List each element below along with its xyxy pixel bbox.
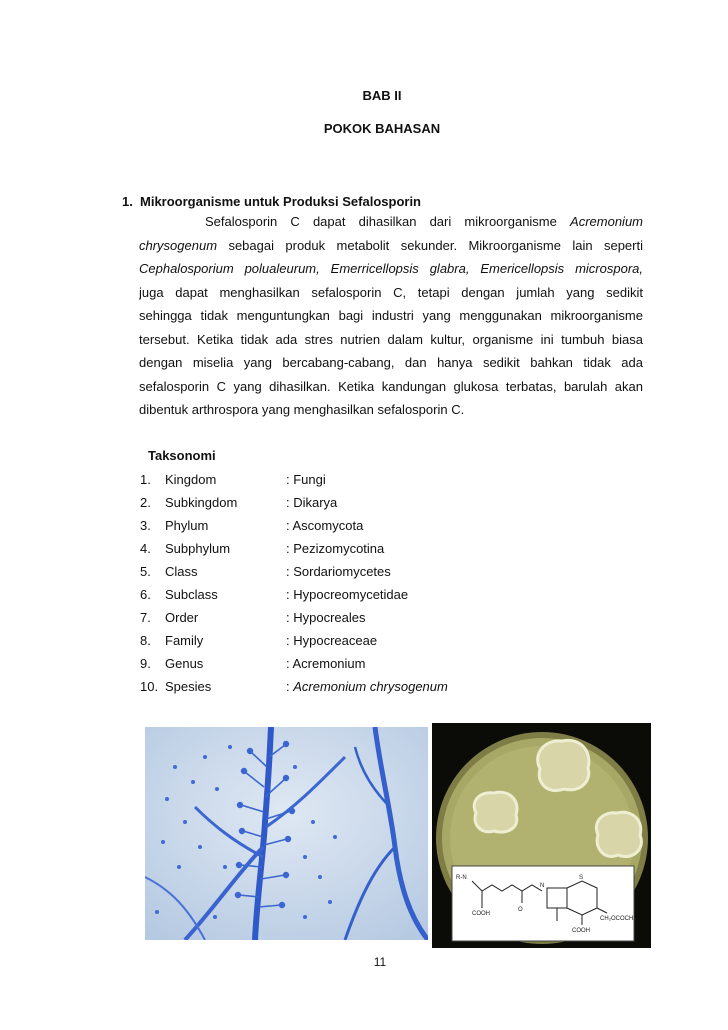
paragraph-line: chrysogenum sebagai produk metabolit sekunder. Mikroorganisme lain seperti <box>139 237 643 253</box>
paragraph-line: juga dapat menghasilkan sefalosporin C, tetapi dengan jumlah yang sedikit <box>139 284 643 300</box>
taxonomy-row: 10. Spesies : Acremonium chrysogenum <box>140 679 448 694</box>
taxonomy-row: 5. Class : Sordariomycetes <box>140 564 391 579</box>
taxonomy-row: 9. Genus : Acremonium <box>140 656 366 671</box>
r-group-label: R-N <box>456 875 467 881</box>
taxonomy-row: 3. Phylum : Ascomycota <box>140 518 364 533</box>
micrograph-image <box>145 727 428 940</box>
taxonomy-row: 4. Subphylum : Pezizomycotina <box>140 541 385 556</box>
paragraph-line: tersebut. Ketika tidak ada stres nutrien dalam kultur, organisme ini tumbuh biasa <box>139 331 643 347</box>
cooh-bottom-label: COOH <box>572 928 590 934</box>
paragraph-line: dengan miselia yang bercabang-cabang, dan hanya sedikit bahkan tidak ada <box>139 355 643 370</box>
chapter-title: POKOK BAHASAN <box>323 121 441 136</box>
chapter-label: BAB II <box>362 88 402 103</box>
o-label: O <box>518 907 523 913</box>
section-heading <box>122 194 421 209</box>
page-number: 11 <box>373 955 387 969</box>
taxonomy-row: 2. Subkingdom : Dikarya <box>140 495 338 510</box>
ester-label: CH₂OCOCH₃ <box>600 916 636 922</box>
paragraph-line: dibentuk arthrospora yang menghasilkan sefalosporin C. <box>139 402 465 417</box>
taxonomy-row: 8. Family : Hypocreaceae <box>140 633 378 648</box>
taxonomy-title: Taksonomi <box>148 448 216 463</box>
paragraph-line: Sefalosporin C dapat dihasilkan dari mikroorganisme Acremonium <box>205 214 643 229</box>
cooh-left-label: COOH <box>472 911 490 917</box>
taxonomy-row: 1. Kingdom : Fungi <box>140 472 326 487</box>
body-paragraph <box>139 210 643 422</box>
petri-dish-image <box>432 723 651 948</box>
section-number: 1. <box>122 194 133 209</box>
taxonomy-row: 7. Order : Hypocreales <box>140 610 366 625</box>
nh-label: N <box>540 883 545 889</box>
paragraph-line: sehingga tidak menguntungkan bagi industri yang menggunakan mikroorganisme <box>139 308 643 323</box>
paragraph-line: sefalosporin C yang dihasilkan. Ketika kandungan glukosa terbatas, barulah akan <box>139 378 643 394</box>
s-label: S <box>579 875 584 881</box>
section-title: Mikroorganisme untuk Produksi Sefalosporin <box>140 194 421 209</box>
taxonomy-row: 6. Subclass : Hypocreomycetidae <box>140 587 409 602</box>
paragraph-line: Cephalosporium polualeurum, Emerricellopsis glabra, Emericellopsis microspora, <box>139 261 643 276</box>
